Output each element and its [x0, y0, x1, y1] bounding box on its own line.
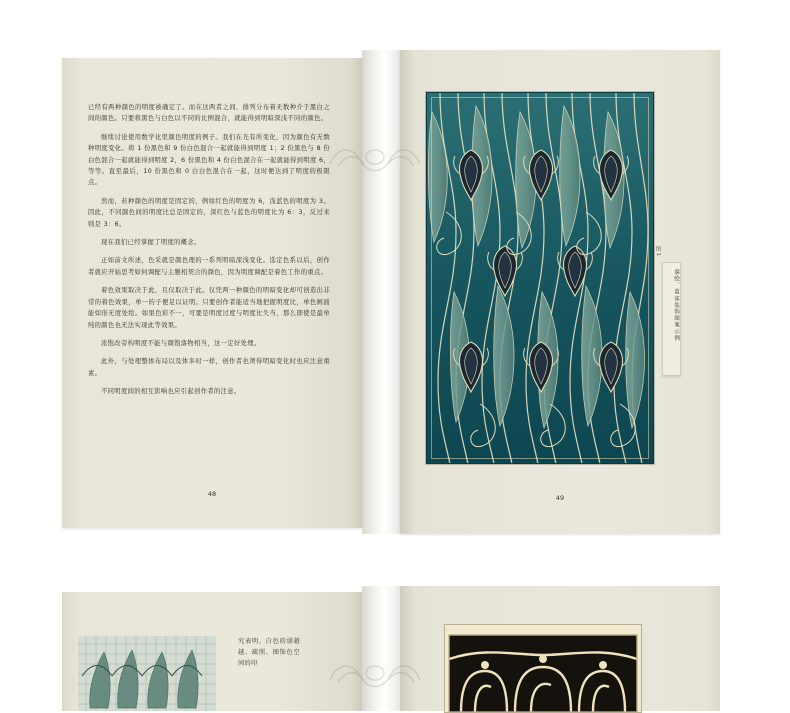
page-left-plate-bottom — [62, 592, 362, 711]
paragraph: 此外，与处理整体布局以及体多时一样，创作者也须得明暗变化时也应注意重素。 — [88, 358, 330, 377]
page-right-plate-bottom — [400, 586, 720, 711]
page-number: 49 — [555, 494, 565, 502]
plate-figure-number: 图 1 — [655, 246, 661, 256]
page-right-plate — [400, 50, 720, 534]
paragraph: 已经有两种颜色的明度被确定了。而在这两者之间，排列分布着无数种介于黑白之间的颜色。只要将黑色与白色以不同的比例混合，就能得到明暗深浅不同的颜色。 — [88, 104, 330, 123]
plate-inner-border — [431, 97, 649, 459]
page-number: 48 — [207, 490, 217, 498]
paragraph: 然而，若种颜色的明度是固定的，例如红色的明度为 6，浅蓝色的明度为 3。因此，不同颜色间的明度比总是固定的，深红色与蓝色的明度比为 6：3，反过来则是 3：6。 — [88, 197, 330, 228]
text-column — [88, 102, 330, 405]
book-gutter-shadow — [362, 586, 402, 711]
paragraph: 现在我们已经掌握了明度的概念。 — [101, 239, 201, 247]
image-seam — [0, 570, 790, 578]
book-spread-bottom — [0, 578, 790, 711]
plate-caption-tag — [662, 262, 681, 376]
paragraph: 浓饱改旁构明度不能与颜饱落物相当，这一定好处理。 — [101, 339, 261, 347]
page-left-text — [62, 58, 362, 528]
book-gutter-shadow — [362, 50, 402, 534]
paragraph: 继续讨论使用数学化里颜色明度的例子。我们在光有所变化，因为颜色有无数种明度变化。将 1 份黑色和 9 份白色混合一起就能得到明度 1；2 份黑色与 8 份白色混合一起就能得到明度 2，6 份黑色和 4 份白色混合在一起就能得到明度 6，等等。直至最后，10 份黑色和 0 白白色混合在一起，这时便达到了明度的极限点。 — [88, 133, 330, 187]
bottom-caption-text: 究表明，白色的弱越越、疏照、图饰色空间的印 — [238, 638, 300, 667]
lace-pattern-svg — [78, 636, 216, 711]
paragraph: 正如前文所述，色采就是颜色理的一系列明暗深浅变化。选定色系以后，创作者就应开始思考如何调配与主题相契合的颜色，因为明度调配是着色工作的重点。 — [88, 257, 330, 276]
art-nouveau-tulip-pattern-plate — [426, 92, 654, 464]
paragraph: 不同明度间的相互影响也应引起创作者的注意。 — [101, 388, 241, 396]
paragraph: 着色效果取决于此，且仅取决于此。仅凭两一种颜色的明暗变化却可创造出非常的着色效果，单一的子便足以证明。只要创作者能适当地把握明度比，单色画面能如形无度处绘。如果色彩不一，可要是明度过度与明度比失当，那么即使是最单纯的颜色也无法实现此等效果。 — [88, 287, 330, 329]
gilded-ornament-plate — [444, 624, 642, 713]
lace-pattern-plate — [78, 636, 216, 711]
gilded-ornament-svg — [445, 625, 641, 712]
plate-caption-text: 摹绘、蓝雀装饰图案示例 — [673, 269, 679, 342]
